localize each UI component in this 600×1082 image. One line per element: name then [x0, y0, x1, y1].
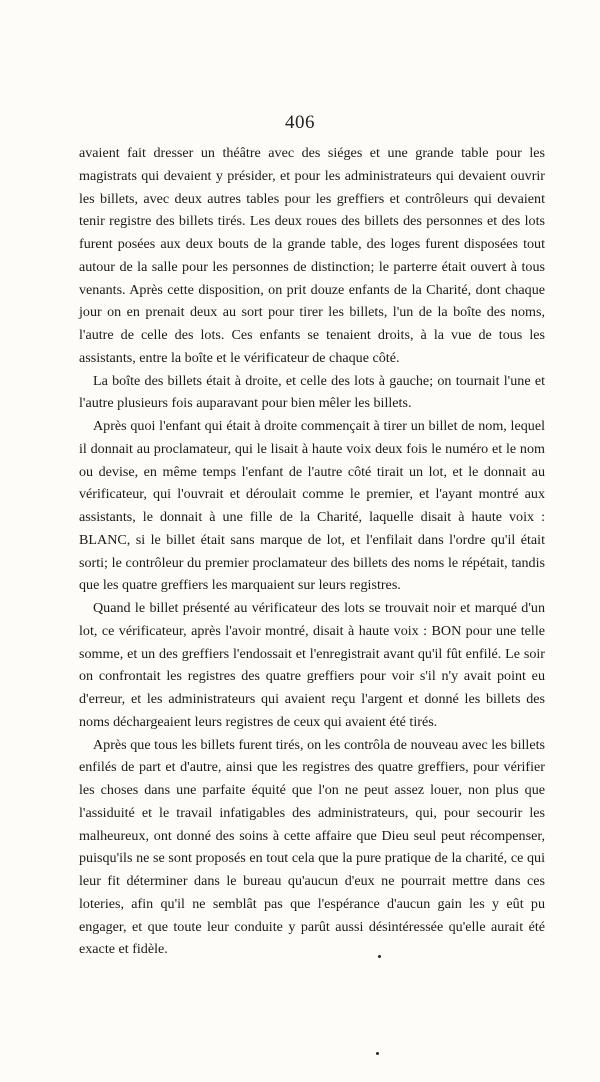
page-number: 406 — [285, 112, 315, 133]
paragraph-1: avaient fait dresser un théâtre avec des siéges et une grande table pour les magistrats qui devaient y présider, et pour les administrateurs qui devaient ouvrir les billets, avec deux autres tables pour les greffiers et contrôleurs qui devaient tenir registre des billets tirés. Les deux roues des billets des personnes et des lots furent posées aux deux bouts de la grande table, des loges furent disposées tout autour de la salle pour les personnes de distinction; le parterre était ouvert à tous venants. Après cette disposition, on prit douze enfants de la Charité, dont chaque jour on en prenait deux au sort pour tirer les billets, l'un de la boîte des noms, l'autre de celle des lots. Ces enfants se tenaient droits, à la vue de tous les assistants, entre la boîte et le vérificateur de chaque côté. — [79, 145, 545, 366]
ink-speck — [376, 1052, 379, 1055]
body-text — [79, 142, 545, 961]
paragraph-2: La boîte des billets était à droite, et celle des lots à gauche; on tournait l'une et l'autre plusieurs fois auparavant pour bien mêler les billets. — [79, 372, 545, 412]
ink-speck — [378, 955, 381, 958]
paragraph-4: Quand le billet présenté au vérificateur des lots se trouvait noir et marqué d'un lot, ce vérificateur, après l'avoir montré, disait à haute voix : BON pour une telle somme, et un des greffiers l'endossait et l'enregistrait avant qu'il fût enfilé. Le soir on confrontait les registres des quatre greffiers pour voir s'il n'y avait point eu d'erreur, et les administrateurs qui avaient reçu l'argent et donné les billets des noms déchargeaient leurs registres de ceux qui avaient été tirés. — [79, 600, 545, 730]
paragraph-3: Après quoi l'enfant qui était à droite commençait à tirer un billet de nom, lequel il donnait au proclamateur, qui le lisait à haute voix deux fois le numéro et le nom ou devise, en même temps l'enfant de l'autre côté tirait un lot, et le donnait au vérificateur, qui l'ouvrait et déroulait comme le premier, et l'ayant montré aux assistants, le donnait à une fille de la Charité, laquelle disait à haute voix : BLANC, si le billet était sans marque de lot, et l'enfilait dans l'ordre qu'il était sorti; le contrôleur du premier proclamateur des billets des noms le répétait, tandis que les quatre greffiers les marquaient sur leurs registres. — [79, 418, 545, 594]
paragraph-5: Après que tous les billets furent tirés, on les contrôla de nouveau avec les billets enfilés de part et d'autre, ainsi que les registres des quatre greffiers, pour vérifier les choses dans une parfaite équité que l'on ne peut assez louer, non plus que l'assiduité et le travail infatigables des administrateurs, qui, pour secourir les malheureux, ont donné des soins à cette affaire que Dieu seul peut récompenser, puisqu'ils ne se sont proposés en tout cela que la pure pratique de la charité, ce qui leur fit déterminer dans le bureau qu'aucun d'eux ne pourrait mettre dans ces loteries, afin qu'il ne semblât pas que l'espérance d'aucun gain les y eût pu engager, et que toute leur conduite y parût aussi désintéressée qu'elle aurait été exacte et fidèle. — [79, 736, 545, 958]
